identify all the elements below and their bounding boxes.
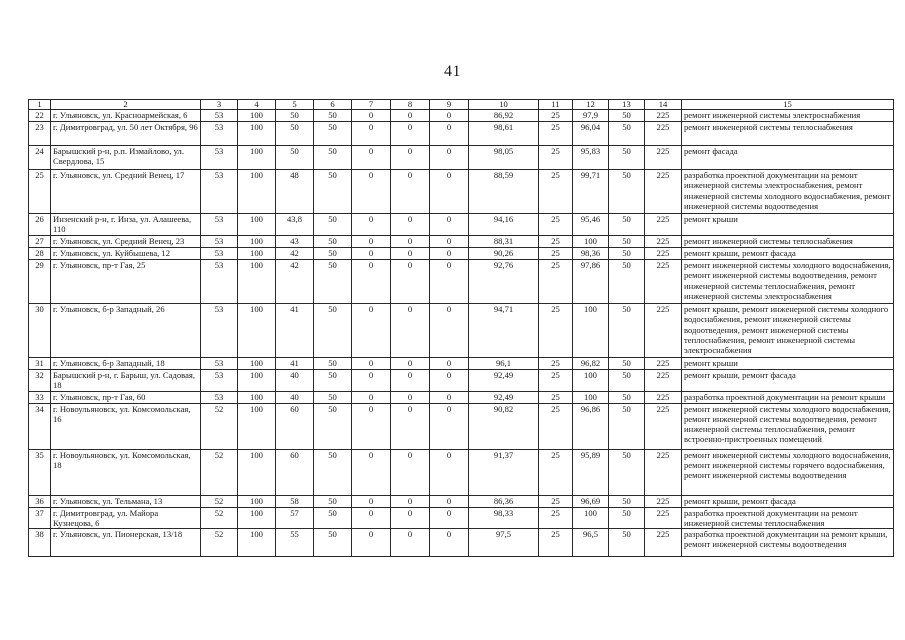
value-cell: 53 [201, 358, 238, 370]
value-cell: 99,71 [573, 170, 609, 214]
column-number-header: 11 [539, 100, 573, 110]
value-cell: 0 [391, 248, 430, 260]
value-cell: 92,76 [469, 260, 539, 304]
value-cell: 100 [238, 248, 276, 260]
value-cell: 98,61 [469, 122, 539, 146]
value-cell: 86,36 [469, 495, 539, 507]
row-number-cell: 37 [29, 507, 51, 529]
value-cell: 0 [430, 507, 469, 529]
value-cell: 50 [314, 236, 352, 248]
value-cell: 225 [645, 370, 682, 392]
value-cell: 225 [645, 146, 682, 170]
value-cell: 225 [645, 529, 682, 557]
value-cell: 0 [430, 403, 469, 449]
column-number-header: 10 [469, 100, 539, 110]
value-cell: 50 [276, 110, 314, 122]
table-row [29, 122, 894, 146]
value-cell: 97,86 [573, 260, 609, 304]
value-cell: 100 [573, 236, 609, 248]
column-number-header: 14 [645, 100, 682, 110]
value-cell: 0 [430, 146, 469, 170]
value-cell: 100 [238, 358, 276, 370]
table-row [29, 403, 894, 449]
value-cell: 0 [391, 358, 430, 370]
value-cell: 50 [609, 248, 645, 260]
value-cell: 53 [201, 391, 238, 403]
value-cell: 25 [539, 110, 573, 122]
address-cell: г. Ульяновск, ул. Тельмана, 13 [51, 495, 201, 507]
value-cell: 225 [645, 214, 682, 236]
table-row [29, 146, 894, 170]
value-cell: 0 [430, 529, 469, 557]
row-number-cell: 23 [29, 122, 51, 146]
value-cell: 50 [609, 304, 645, 358]
address-cell: г. Ульяновск, б-р Западный, 26 [51, 304, 201, 358]
value-cell: 50 [609, 236, 645, 248]
work-type-cell: разработка проектной документации на ремонт инженерной системы электроснабжения, ремонт инженерной системы холодного водоснабжения, ремонт инженерной системы водоотведения [682, 170, 894, 214]
value-cell: 225 [645, 236, 682, 248]
repair-program-table [28, 99, 894, 557]
value-cell: 0 [391, 391, 430, 403]
page-number: 41 [444, 63, 461, 80]
value-cell: 0 [352, 260, 391, 304]
value-cell: 0 [430, 358, 469, 370]
value-cell: 97,5 [469, 529, 539, 557]
value-cell: 48 [276, 170, 314, 214]
value-cell: 100 [573, 507, 609, 529]
value-cell: 0 [430, 122, 469, 146]
value-cell: 50 [276, 122, 314, 146]
row-number-cell: 28 [29, 248, 51, 260]
value-cell: 96,5 [573, 529, 609, 557]
value-cell: 225 [645, 260, 682, 304]
work-type-cell: разработка проектной документации на ремонт инженерной системы теплоснабжения [682, 507, 894, 529]
value-cell: 50 [314, 449, 352, 495]
value-cell: 100 [238, 110, 276, 122]
value-cell: 0 [352, 236, 391, 248]
value-cell: 25 [539, 403, 573, 449]
value-cell: 88,31 [469, 236, 539, 248]
address-cell: г. Ульяновск, пр-т Гая, 60 [51, 391, 201, 403]
value-cell: 50 [609, 146, 645, 170]
value-cell: 0 [430, 248, 469, 260]
value-cell: 225 [645, 304, 682, 358]
value-cell: 0 [391, 449, 430, 495]
value-cell: 0 [352, 391, 391, 403]
row-number-cell: 30 [29, 304, 51, 358]
value-cell: 95,46 [573, 214, 609, 236]
value-cell: 50 [314, 304, 352, 358]
value-cell: 50 [314, 403, 352, 449]
value-cell: 25 [539, 170, 573, 214]
table-header-row [29, 100, 894, 110]
value-cell: 0 [391, 507, 430, 529]
work-type-cell: ремонт фасада [682, 146, 894, 170]
value-cell: 50 [276, 146, 314, 170]
value-cell: 0 [391, 403, 430, 449]
value-cell: 96,82 [573, 358, 609, 370]
value-cell: 53 [201, 170, 238, 214]
address-cell: г. Ульяновск, ул. Куйбышева, 12 [51, 248, 201, 260]
value-cell: 90,82 [469, 403, 539, 449]
value-cell: 0 [430, 449, 469, 495]
value-cell: 52 [201, 495, 238, 507]
value-cell: 0 [430, 236, 469, 248]
table-body [29, 100, 894, 557]
row-number-cell: 35 [29, 449, 51, 495]
value-cell: 50 [609, 122, 645, 146]
column-number-header: 6 [314, 100, 352, 110]
value-cell: 50 [314, 170, 352, 214]
column-number-header: 5 [276, 100, 314, 110]
table-row [29, 507, 894, 529]
value-cell: 94,16 [469, 214, 539, 236]
value-cell: 0 [391, 170, 430, 214]
value-cell: 0 [430, 170, 469, 214]
value-cell: 0 [391, 122, 430, 146]
work-type-cell: ремонт крыши [682, 214, 894, 236]
value-cell: 0 [352, 304, 391, 358]
value-cell: 100 [573, 370, 609, 392]
row-number-cell: 31 [29, 358, 51, 370]
table-row [29, 170, 894, 214]
value-cell: 86,92 [469, 110, 539, 122]
value-cell: 57 [276, 507, 314, 529]
value-cell: 0 [352, 403, 391, 449]
table-row [29, 304, 894, 358]
value-cell: 50 [609, 260, 645, 304]
value-cell: 0 [352, 358, 391, 370]
value-cell: 50 [609, 507, 645, 529]
value-cell: 43,8 [276, 214, 314, 236]
value-cell: 225 [645, 449, 682, 495]
value-cell: 25 [539, 248, 573, 260]
column-number-header: 13 [609, 100, 645, 110]
address-cell: г. Новоульяновск, ул. Комсомольская, 18 [51, 449, 201, 495]
value-cell: 25 [539, 507, 573, 529]
work-type-cell: ремонт инженерной системы электроснабжения [682, 110, 894, 122]
value-cell: 52 [201, 449, 238, 495]
value-cell: 0 [352, 370, 391, 392]
value-cell: 96,1 [469, 358, 539, 370]
value-cell: 100 [238, 507, 276, 529]
table-row [29, 391, 894, 403]
value-cell: 0 [352, 110, 391, 122]
address-cell: г. Новоульяновск, ул. Комсомольская, 16 [51, 403, 201, 449]
value-cell: 225 [645, 495, 682, 507]
value-cell: 0 [352, 214, 391, 236]
row-number-cell: 34 [29, 403, 51, 449]
work-type-cell: ремонт крыши, ремонт фасада [682, 370, 894, 392]
value-cell: 50 [609, 449, 645, 495]
address-cell: г. Ульяновск, ул. Средний Венец, 23 [51, 236, 201, 248]
value-cell: 0 [391, 495, 430, 507]
value-cell: 53 [201, 110, 238, 122]
value-cell: 0 [430, 214, 469, 236]
value-cell: 100 [238, 214, 276, 236]
value-cell: 52 [201, 529, 238, 557]
value-cell: 53 [201, 260, 238, 304]
value-cell: 225 [645, 248, 682, 260]
value-cell: 50 [609, 391, 645, 403]
value-cell: 50 [314, 260, 352, 304]
value-cell: 88,59 [469, 170, 539, 214]
row-number-cell: 25 [29, 170, 51, 214]
value-cell: 25 [539, 529, 573, 557]
value-cell: 0 [430, 304, 469, 358]
address-cell: Барышский р-н, г. Барыш, ул. Садовая, 18 [51, 370, 201, 392]
value-cell: 50 [609, 370, 645, 392]
value-cell: 100 [238, 449, 276, 495]
value-cell: 100 [573, 391, 609, 403]
value-cell: 0 [430, 110, 469, 122]
value-cell: 0 [352, 449, 391, 495]
value-cell: 0 [352, 170, 391, 214]
address-cell: г. Ульяновск, ул. Красноармейская, 6 [51, 110, 201, 122]
row-number-cell: 27 [29, 236, 51, 248]
value-cell: 225 [645, 391, 682, 403]
value-cell: 25 [539, 449, 573, 495]
work-type-cell: разработка проектной документации на ремонт крыши, ремонт инженерной системы водоотведения [682, 529, 894, 557]
table-row [29, 260, 894, 304]
work-type-cell: ремонт инженерной системы теплоснабжения [682, 236, 894, 248]
value-cell: 55 [276, 529, 314, 557]
value-cell: 0 [352, 495, 391, 507]
value-cell: 100 [238, 146, 276, 170]
value-cell: 98,36 [573, 248, 609, 260]
value-cell: 92,49 [469, 370, 539, 392]
column-number-header: 3 [201, 100, 238, 110]
work-type-cell: ремонт инженерной системы холодного водоснабжения, ремонт инженерной системы горячего водоснабжения, ремонт инженерной системы водоотведения [682, 449, 894, 495]
value-cell: 0 [430, 370, 469, 392]
value-cell: 0 [352, 122, 391, 146]
value-cell: 100 [573, 304, 609, 358]
table-row [29, 495, 894, 507]
column-number-header: 4 [238, 100, 276, 110]
value-cell: 92,49 [469, 391, 539, 403]
value-cell: 0 [430, 495, 469, 507]
value-cell: 50 [314, 391, 352, 403]
value-cell: 50 [609, 403, 645, 449]
column-number-header: 9 [430, 100, 469, 110]
value-cell: 53 [201, 122, 238, 146]
value-cell: 41 [276, 358, 314, 370]
value-cell: 25 [539, 122, 573, 146]
table-row [29, 236, 894, 248]
value-cell: 100 [238, 529, 276, 557]
row-number-cell: 22 [29, 110, 51, 122]
value-cell: 53 [201, 248, 238, 260]
column-number-header: 2 [51, 100, 201, 110]
value-cell: 0 [352, 507, 391, 529]
value-cell: 98,05 [469, 146, 539, 170]
value-cell: 50 [314, 248, 352, 260]
work-type-cell: ремонт инженерной системы холодного водоснабжения, ремонт инженерной системы водоотведения, ремонт инженерной системы теплоснабжения, ремонт встроенно-пристроенных помещений [682, 403, 894, 449]
table-row [29, 449, 894, 495]
value-cell: 25 [539, 146, 573, 170]
row-number-cell: 29 [29, 260, 51, 304]
column-number-header: 8 [391, 100, 430, 110]
value-cell: 53 [201, 214, 238, 236]
value-cell: 0 [391, 146, 430, 170]
value-cell: 0 [391, 370, 430, 392]
column-number-header: 15 [682, 100, 894, 110]
value-cell: 50 [314, 529, 352, 557]
value-cell: 91,37 [469, 449, 539, 495]
value-cell: 100 [238, 260, 276, 304]
work-type-cell: ремонт крыши, ремонт фасада [682, 248, 894, 260]
table-row [29, 248, 894, 260]
value-cell: 225 [645, 507, 682, 529]
value-cell: 52 [201, 507, 238, 529]
table-row [29, 370, 894, 392]
value-cell: 53 [201, 236, 238, 248]
value-cell: 50 [314, 495, 352, 507]
value-cell: 50 [609, 110, 645, 122]
value-cell: 0 [430, 260, 469, 304]
value-cell: 50 [609, 170, 645, 214]
value-cell: 60 [276, 403, 314, 449]
value-cell: 50 [609, 358, 645, 370]
table-row [29, 529, 894, 557]
value-cell: 95,89 [573, 449, 609, 495]
column-number-header: 12 [573, 100, 609, 110]
address-cell: Инзенский р-н, г. Инза, ул. Алашеева, 110 [51, 214, 201, 236]
value-cell: 100 [238, 391, 276, 403]
value-cell: 52 [201, 403, 238, 449]
value-cell: 96,04 [573, 122, 609, 146]
value-cell: 53 [201, 304, 238, 358]
address-cell: г. Димитровград, ул. 50 лет Октября, 96 [51, 122, 201, 146]
work-type-cell: ремонт инженерной системы теплоснабжения [682, 122, 894, 146]
value-cell: 53 [201, 370, 238, 392]
value-cell: 97,9 [573, 110, 609, 122]
table-row [29, 110, 894, 122]
value-cell: 50 [314, 358, 352, 370]
value-cell: 50 [314, 214, 352, 236]
value-cell: 42 [276, 260, 314, 304]
value-cell: 100 [238, 403, 276, 449]
address-cell: Барышский р-н, р.п. Измайлово, ул. Свердлова, 15 [51, 146, 201, 170]
column-number-header: 1 [29, 100, 51, 110]
value-cell: 100 [238, 495, 276, 507]
work-type-cell: ремонт крыши [682, 358, 894, 370]
value-cell: 50 [314, 370, 352, 392]
value-cell: 96,69 [573, 495, 609, 507]
value-cell: 25 [539, 214, 573, 236]
address-cell: г. Ульяновск, ул. Пионерская, 13/18 [51, 529, 201, 557]
work-type-cell: разработка проектной документации на ремонт крыши [682, 391, 894, 403]
value-cell: 40 [276, 370, 314, 392]
value-cell: 100 [238, 236, 276, 248]
value-cell: 40 [276, 391, 314, 403]
value-cell: 43 [276, 236, 314, 248]
value-cell: 100 [238, 370, 276, 392]
row-number-cell: 32 [29, 370, 51, 392]
row-number-cell: 24 [29, 146, 51, 170]
value-cell: 25 [539, 260, 573, 304]
value-cell: 98,33 [469, 507, 539, 529]
value-cell: 58 [276, 495, 314, 507]
address-cell: г. Димитровград, ул. Майора Кузнецова, 6 [51, 507, 201, 529]
value-cell: 50 [314, 122, 352, 146]
value-cell: 53 [201, 146, 238, 170]
value-cell: 0 [391, 214, 430, 236]
work-type-cell: ремонт инженерной системы холодного водоснабжения, ремонт инженерной системы водоотведения, ремонт инженерной системы теплоснабжения, ремонт инженерной системы электроснабжения [682, 260, 894, 304]
value-cell: 90,26 [469, 248, 539, 260]
table-row [29, 358, 894, 370]
address-cell: г. Ульяновск, пр-т Гая, 25 [51, 260, 201, 304]
value-cell: 50 [609, 529, 645, 557]
row-number-cell: 38 [29, 529, 51, 557]
value-cell: 50 [609, 214, 645, 236]
value-cell: 0 [430, 391, 469, 403]
value-cell: 25 [539, 304, 573, 358]
value-cell: 96,86 [573, 403, 609, 449]
row-number-cell: 36 [29, 495, 51, 507]
value-cell: 225 [645, 403, 682, 449]
value-cell: 225 [645, 358, 682, 370]
value-cell: 60 [276, 449, 314, 495]
value-cell: 25 [539, 358, 573, 370]
value-cell: 0 [352, 529, 391, 557]
work-type-cell: ремонт крыши, ремонт инженерной системы холодного водоснабжения, ремонт инженерной системы водоотведения, ремонт инженерной системы теплоснабжения, ремонт инженерной системы электроснабжения [682, 304, 894, 358]
value-cell: 25 [539, 495, 573, 507]
work-type-cell: ремонт крыши, ремонт фасада [682, 495, 894, 507]
value-cell: 42 [276, 248, 314, 260]
address-cell: г. Ульяновск, ул. Средний Венец, 17 [51, 170, 201, 214]
value-cell: 225 [645, 110, 682, 122]
value-cell: 50 [314, 146, 352, 170]
value-cell: 50 [314, 110, 352, 122]
value-cell: 95,83 [573, 146, 609, 170]
row-number-cell: 33 [29, 391, 51, 403]
value-cell: 100 [238, 122, 276, 146]
value-cell: 50 [314, 507, 352, 529]
value-cell: 0 [391, 529, 430, 557]
value-cell: 0 [391, 304, 430, 358]
value-cell: 94,71 [469, 304, 539, 358]
table-row [29, 214, 894, 236]
row-number-cell: 26 [29, 214, 51, 236]
value-cell: 25 [539, 391, 573, 403]
value-cell: 225 [645, 170, 682, 214]
value-cell: 0 [391, 260, 430, 304]
value-cell: 0 [352, 146, 391, 170]
value-cell: 25 [539, 236, 573, 248]
value-cell: 0 [352, 248, 391, 260]
address-cell: г. Ульяновск, б-р Западный, 18 [51, 358, 201, 370]
value-cell: 41 [276, 304, 314, 358]
value-cell: 225 [645, 122, 682, 146]
value-cell: 100 [238, 170, 276, 214]
value-cell: 50 [609, 495, 645, 507]
value-cell: 25 [539, 370, 573, 392]
value-cell: 0 [391, 236, 430, 248]
value-cell: 0 [391, 110, 430, 122]
column-number-header: 7 [352, 100, 391, 110]
value-cell: 100 [238, 304, 276, 358]
